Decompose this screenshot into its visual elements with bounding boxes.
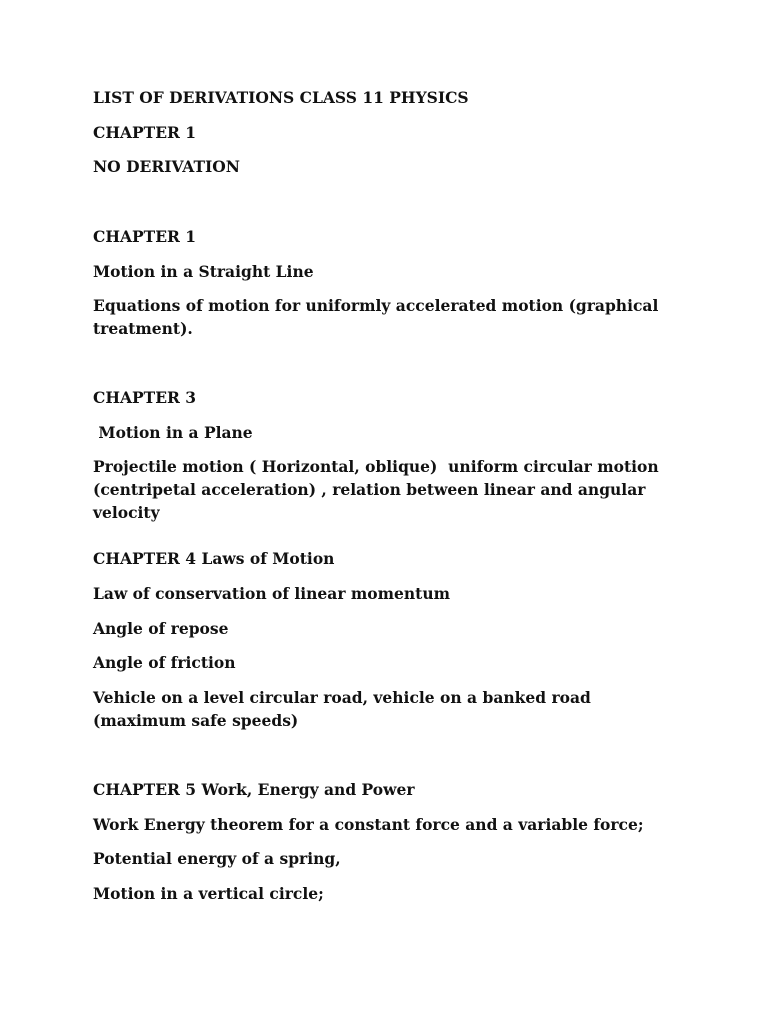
derivation-item: Motion in a vertical circle; bbox=[93, 884, 324, 903]
derivation-item: Equations of motion for uniformly accelerated motion (graphical treatment). bbox=[93, 296, 664, 338]
derivation-item: Work Energy theorem for a constant force and a variable force; bbox=[93, 815, 644, 834]
derivation-item: Law of conservation of linear momentum bbox=[93, 584, 450, 603]
chapter-heading: CHAPTER 1 bbox=[93, 227, 197, 246]
derivation-item: Vehicle on a level circular road, vehicle on a banked road (maximum safe speeds) bbox=[93, 688, 597, 730]
chapter-heading: CHAPTER 1 bbox=[93, 123, 197, 142]
chapter-subheading: Motion in a Plane bbox=[93, 423, 253, 442]
derivation-item: NO DERIVATION bbox=[93, 157, 240, 176]
derivation-item: Angle of repose bbox=[93, 619, 229, 638]
chapter-heading: CHAPTER 4 Laws of Motion bbox=[93, 549, 335, 568]
chapter-heading: CHAPTER 5 Work, Energy and Power bbox=[93, 780, 415, 799]
chapter-heading: CHAPTER 3 bbox=[93, 388, 197, 407]
derivation-item: Potential energy of a spring, bbox=[93, 849, 341, 868]
derivation-item: Angle of friction bbox=[93, 653, 236, 672]
document-title: LIST OF DERIVATIONS CLASS 11 PHYSICS bbox=[93, 88, 469, 107]
derivation-item: Projectile motion ( Horizontal, oblique) uniform circular motion (centripetal acceleration) , relation between linear and angular velocity bbox=[93, 457, 665, 522]
chapter-subheading: Motion in a Straight Line bbox=[93, 262, 314, 281]
